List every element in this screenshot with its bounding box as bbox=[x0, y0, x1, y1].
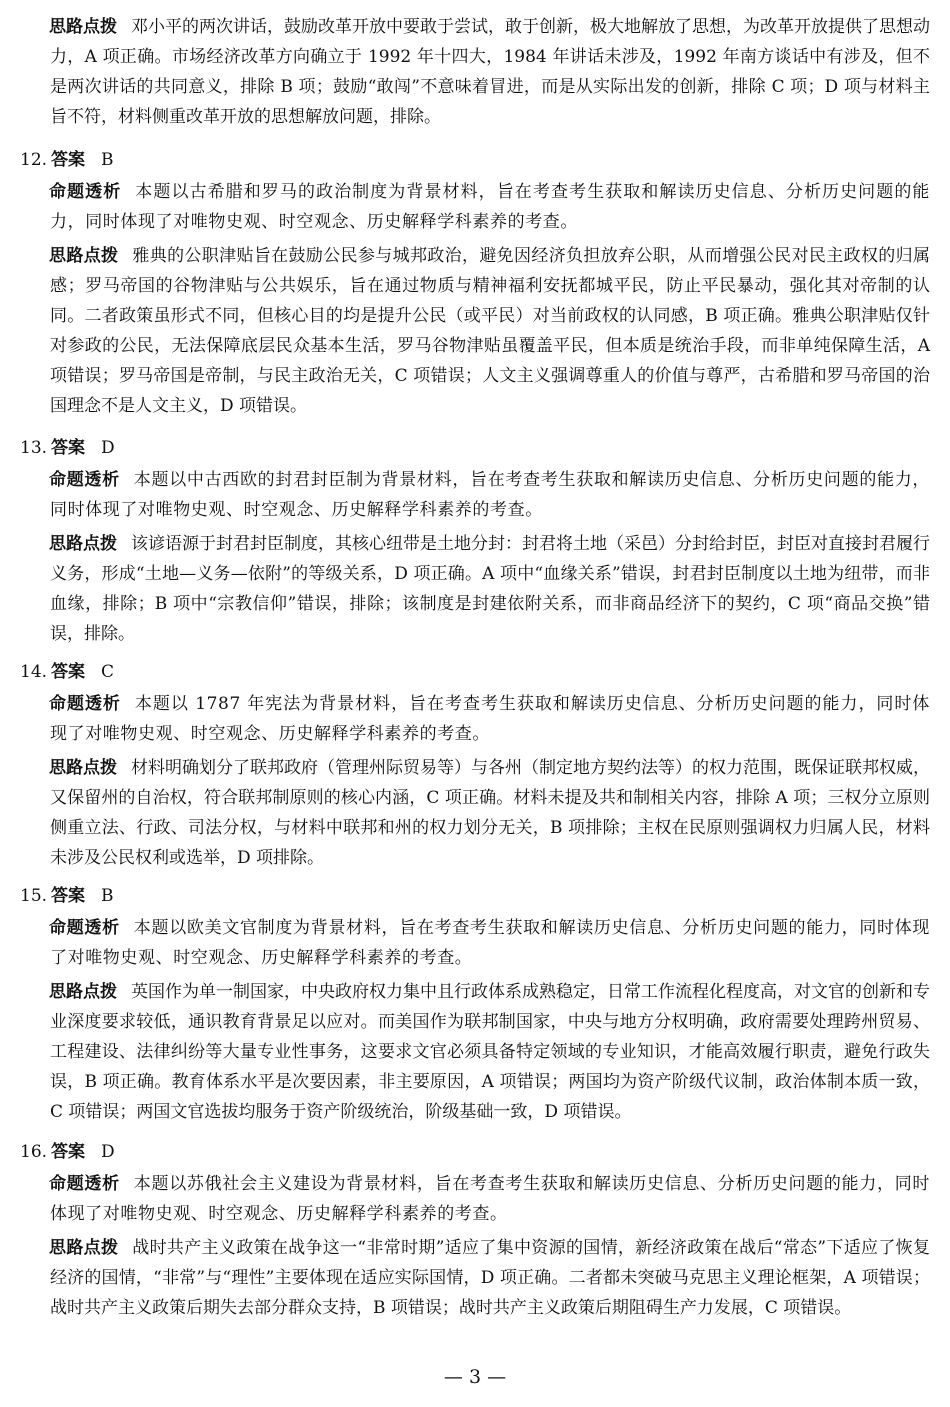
q14-intent-label: 命题透析 bbox=[49, 694, 121, 714]
q16-idea bbox=[50, 1233, 930, 1323]
q15-answer-value: B bbox=[101, 886, 114, 906]
q13-intent bbox=[50, 465, 930, 525]
q14-idea-label: 思路点拨 bbox=[49, 758, 117, 778]
q13-intent-text: 本题以中古西欧的封君封臣制为背景材料，旨在考查考生获取和解读历史信息、分析历史问题的能力，同时体现了对唯物史观、时空观念、历史解释学科素养的考查。 bbox=[50, 470, 931, 520]
q16-intent-text: 本题以苏俄社会主义建设为背景材料，旨在考查考生获取和解读历史信息、分析历史问题的能力，同时体现了对唯物史观、时空观念、历史解释学科素养的考查。 bbox=[50, 1174, 931, 1224]
q16-answer-row bbox=[20, 1137, 115, 1167]
q13-answer-row bbox=[20, 433, 115, 463]
q14-answer-label: 答案 bbox=[51, 662, 86, 682]
q13-idea-label: 思路点拨 bbox=[49, 534, 117, 554]
page-number: — 3 — bbox=[443, 1366, 507, 1388]
q14-idea-text: 材料明确划分了联邦政府（管理州际贸易等）与各州（制定地方契约法等）的权力范围，既保证联邦权威，又保留州的自治权，符合联邦制原则的核心内涵，C 项正确。材料未提及共和制相关内容，排除 A 项；三权分立原则侧重立法、行政、司法分权，与材料中联邦和州的权力划分无关，B 项排除；主权在民原则强调权力归属人民，材料未涉及公民权利或选举，D 项排除。 bbox=[50, 758, 930, 868]
q12-answer-value: B bbox=[101, 150, 114, 170]
q15-idea bbox=[50, 977, 930, 1127]
q15-intent bbox=[50, 913, 930, 973]
q12-answer-label: 答案 bbox=[51, 150, 86, 170]
q16-idea-text: 战时共产主义政策在战争这一“非常时期”适应了集中资源的国情，新经济政策在战后“常态”下适应了恢复经济的国情，“非常”与“理性”主要体现在适应实际国情，D 项正确。二者都未突破马克思主义理论框架，A 项错误；战时共产主义政策后期失去部分群众支持，B 项错误；战时共产主义政策后期阻碍生产力发展，C 项错误。 bbox=[50, 1238, 931, 1318]
q12-number: 12. bbox=[20, 150, 48, 170]
q11-idea-text: 邓小平的两次讲话，鼓励改革开放中要敢于尝试，敢于创新，极大地解放了思想，为改革开放提供了思想动力，A 项正确。市场经济改革方向确立于 1992 年十四大，1984 年讲话未涉及，1992 年南方谈话中有涉及，但不是两次讲话的共同意义，排除 B 项；鼓励“敢闯”不意味着冒进，而是从实际出发的创新，排除 C 项；D 项与材料主旨不符，材料侧重改革开放的思想解放问题，排除。 bbox=[50, 17, 930, 127]
q16-idea-label: 思路点拨 bbox=[49, 1238, 119, 1258]
q15-idea-label: 思路点拨 bbox=[49, 982, 117, 1002]
q13-answer-label: 答案 bbox=[51, 438, 86, 458]
q13-number: 13. bbox=[20, 438, 48, 458]
q16-number: 16. bbox=[20, 1142, 48, 1162]
q12-idea-label: 思路点拨 bbox=[49, 246, 119, 266]
q14-idea bbox=[50, 753, 930, 873]
q12-intent bbox=[50, 177, 930, 237]
q15-number: 15. bbox=[20, 886, 48, 906]
q12-intent-text: 本题以古希腊和罗马的政治制度为背景材料，旨在考查考生获取和解读历史信息、分析历史问题的能力，同时体现了对唯物史观、时空观念、历史解释学科素养的考查。 bbox=[50, 182, 930, 232]
q12-intent-label: 命题透析 bbox=[49, 182, 122, 202]
q14-intent-text: 本题以 1787 年宪法为背景材料，旨在考查考生获取和解读历史信息、分析历史问题的能力，同时体现了对唯物史观、时空观念、历史解释学科素养的考查。 bbox=[50, 694, 930, 744]
q13-idea-text: 该谚语源于封君封臣制度，其核心纽带是土地分封：封君将土地（采邑）分封给封臣，封臣对直接封君履行义务，形成“土地—义务—依附”的等级关系，D 项正确。A 项中“血缘关系”错误，封君封臣制度以土地为纽带，而非血缘，排除；B 项中“宗教信仰”错误，排除；该制度是封建依附关系，而非商品经济下的契约，C 项“商品交换”错误，排除。 bbox=[50, 534, 930, 644]
q14-number: 14. bbox=[20, 662, 48, 682]
q16-intent bbox=[50, 1169, 930, 1229]
q13-intent-label: 命题透析 bbox=[49, 470, 120, 490]
q15-intent-label: 命题透析 bbox=[49, 918, 120, 938]
q11-idea-label: 思路点拨 bbox=[49, 17, 117, 37]
q16-answer-label: 答案 bbox=[51, 1142, 86, 1162]
q15-idea-text: 英国作为单一制国家，中央政府权力集中且行政体系成熟稳定，日常工作流程化程度高，对文官的创新和专业深度要求较低，通识教育背景足以应对。而美国作为联邦制国家，中央与地方分权明确，政府需要处理跨州贸易、工程建设、法律纠纷等大量专业性事务，这要求文官必须具备特定领域的专业知识，才能高效履行职责，避免行政失误，B 项正确。教育体系水平是次要因素，非主要原因，A 项错误；两国均为资产阶级代议制，政治体制本质一致，C 项错误；两国文官选拔均服务于资产阶级统治，阶级基础一致，D 项错误。 bbox=[50, 982, 930, 1122]
q11-idea bbox=[50, 12, 930, 132]
q14-answer-row bbox=[20, 657, 114, 687]
q16-intent-label: 命题透析 bbox=[49, 1174, 120, 1194]
q13-idea bbox=[50, 529, 930, 649]
q16-answer-value: D bbox=[101, 1142, 115, 1162]
q15-intent-text: 本题以欧美文官制度为背景材料，旨在考查考生获取和解读历史信息、分析历史问题的能力，同时体现了对唯物史观、时空观念、历史解释学科素养的考查。 bbox=[50, 918, 931, 968]
q12-idea bbox=[50, 241, 930, 421]
q15-answer-label: 答案 bbox=[51, 886, 86, 906]
q14-answer-value: C bbox=[101, 662, 115, 682]
q14-intent bbox=[50, 689, 930, 749]
q12-idea-text: 雅典的公职津贴旨在鼓励公民参与城邦政治，避免因经济负担放弃公职，从而增强公民对民主政权的归属感；罗马帝国的谷物津贴与公共娱乐，旨在通过物质与精神福利安抚都城平民，防止平民暴动，强化其对帝制的认同。二者政策虽形式不同，但核心目的均是提升公民（或平民）对当前政权的认同感，B 项正确。雅典公职津贴仅针对参政的公民，无法保障底层民众基本生活，罗马谷物津贴虽覆盖平民，但本质是统治手段，而非单纯保障生活，A 项错误；罗马帝国是帝制，与民主政治无关，C 项错误；人文主义强调尊重人的价值与尊严，古希腊和罗马帝国的治国理念不是人文主义，D 项错误。 bbox=[50, 246, 931, 416]
q13-answer-value: D bbox=[101, 438, 115, 458]
q12-answer-row bbox=[20, 145, 114, 175]
q15-answer-row bbox=[20, 881, 114, 911]
